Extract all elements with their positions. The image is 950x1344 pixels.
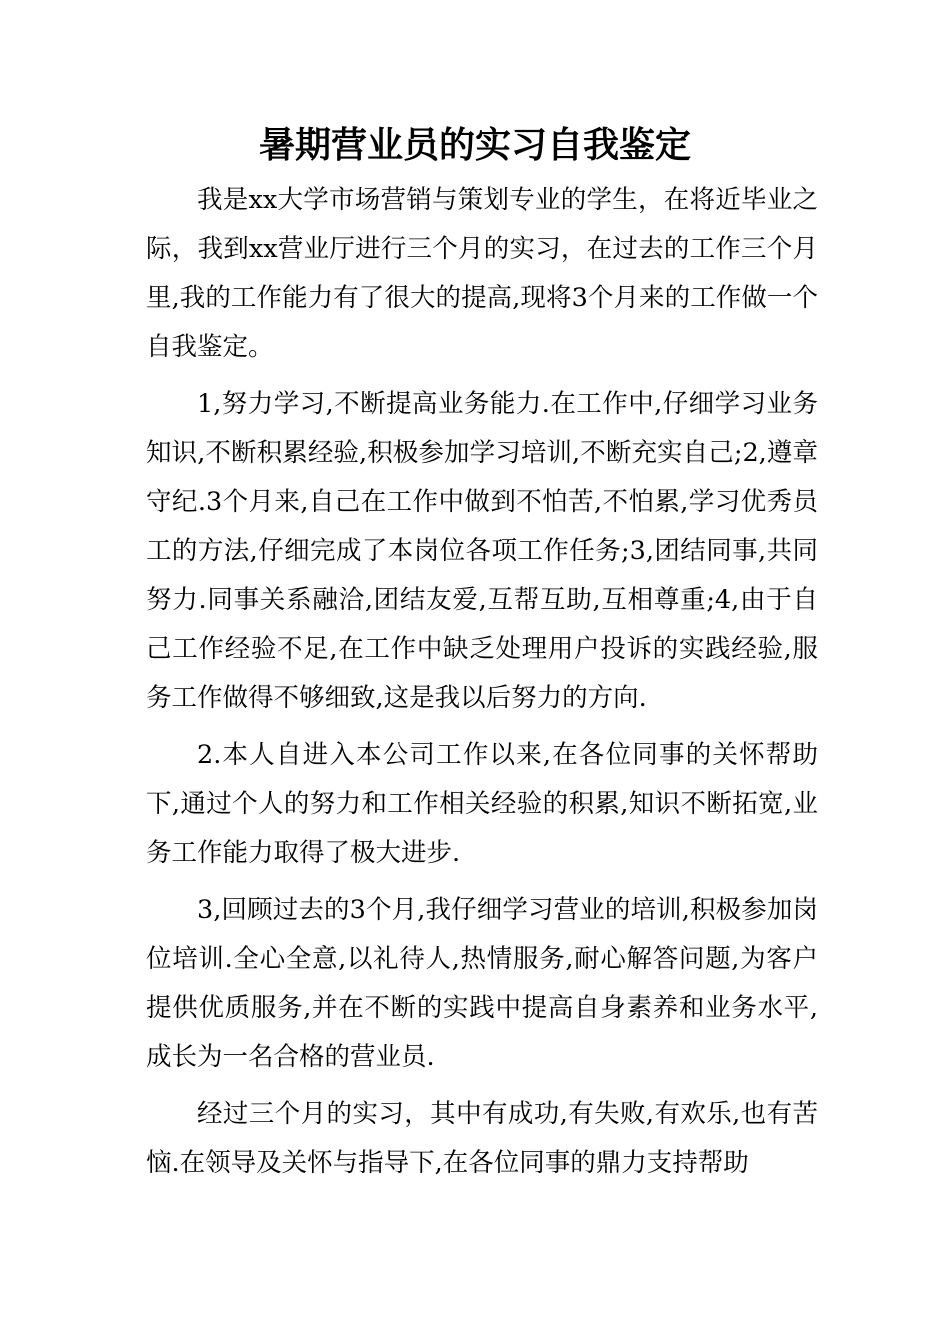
paragraph-review: 3,回顾过去的3个月,我仔细学习营业的培训,积极参加岗位培训.全心全意,以礼待人,热情服务,耐心解答问题,为客户提供优质服务,并在不断的实践中提高自身素养和业务水平,成长为一名合格的营业员. xyxy=(146,895,818,1072)
paragraph-points: 1,努力学习,不断提高业务能力.在工作中,仔细学习业务知识,不断积累经验,积极参加学习培训,不断充实自己;2,遵章守纪.3个月来,自己在工作中做到不怕苦,不怕累,学习优秀员工的方法,仔细完成了本岗位各项工作任务;3,团结同事,共同努力.同事关系融洽,团结友爱,互帮互助,互相尊重;4,由于自己工作经验不足,在工作中缺乏处理用户投诉的实践经验,服务工作做得不够细致,这是我以后努力的方向. xyxy=(146,389,818,713)
document-body xyxy=(146,176,818,1196)
document-title: 暑期营业员的实习自我鉴定 xyxy=(258,125,691,166)
paragraph-summary: 经过三个月的实习，其中有成功,有失败,有欢乐,也有苦恼.在领导及关怀与指导下,在各位同事的鼎力支持帮助 xyxy=(146,1099,818,1178)
paragraph-progress: 2.本人自进入本公司工作以来,在各位同事的关怀帮助下,通过个人的努力和工作相关经验的积累,知识不断拓宽,业务工作能力取得了极大进步. xyxy=(146,740,818,868)
paragraph-intro: 我是xx大学市场营销与策划专业的学生，在将近毕业之际，我到xx营业厅进行三个月的实习，在过去的工作三个月里,我的工作能力有了很大的提高,现将3个月来的工作做一个自我鉴定。 xyxy=(146,185,818,362)
